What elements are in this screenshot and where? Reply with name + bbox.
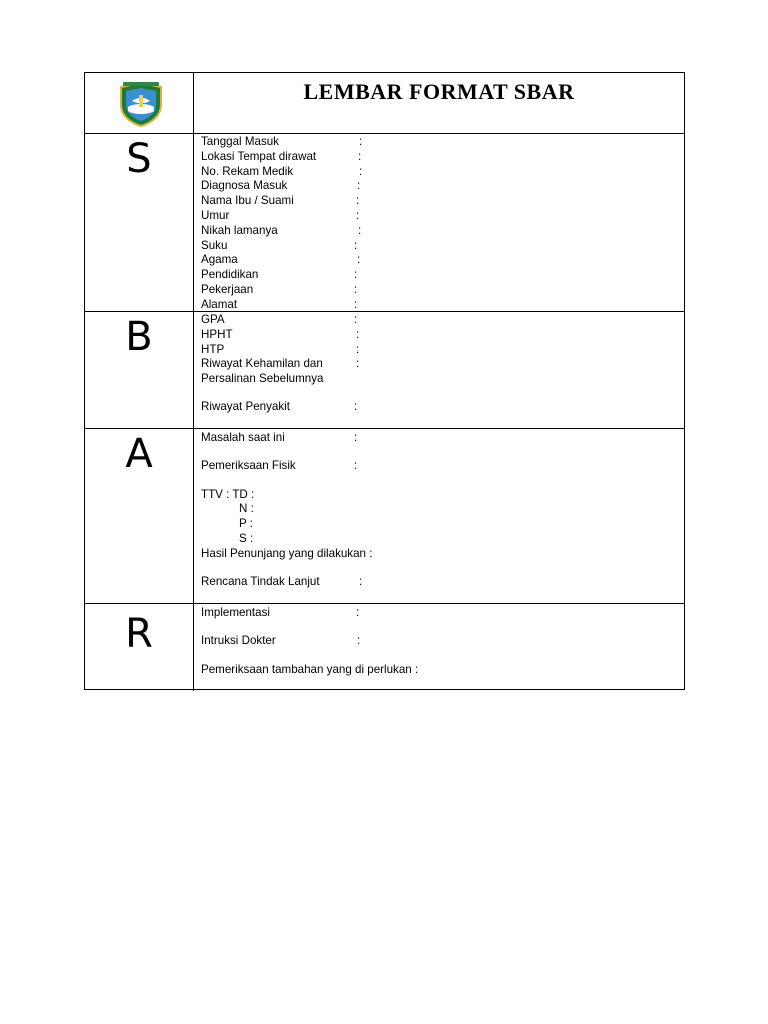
field-colon: : (354, 268, 358, 282)
field-label: Alamat (201, 297, 238, 311)
section-a-row (85, 429, 684, 604)
field-colon: : (354, 431, 358, 444)
field-label: TTV : TD : (201, 487, 255, 501)
section-b-letter-cell (85, 312, 194, 428)
field-label: N : (239, 502, 254, 516)
field-colon: : (359, 164, 363, 178)
field-label: Pemeriksaan Fisik (201, 459, 296, 473)
field-label: Masalah saat ini (201, 431, 285, 444)
section-r-letter-cell (85, 604, 194, 691)
section-r-letter: R (125, 611, 153, 657)
form-title: LEMBAR FORMAT SBAR (303, 79, 575, 104)
title-cell (194, 73, 684, 133)
field-label: GPA (201, 313, 225, 326)
field-colon: : (354, 313, 358, 326)
regional-emblem-icon (117, 81, 165, 127)
field-colon: : (354, 238, 358, 252)
section-a-letter-cell (85, 429, 194, 603)
field-label: Lokasi Tempat dirawat (201, 149, 317, 163)
field-label: Rencana Tindak Lanjut (201, 575, 320, 589)
field-colon: : (357, 634, 361, 648)
field-colon: : (359, 135, 363, 148)
field-label: Hasil Penunjang yang dilakukan : (201, 546, 373, 560)
field-label: No. Rekam Medik (201, 164, 294, 178)
section-r-row (85, 604, 684, 691)
field-colon: : (357, 179, 361, 193)
field-colon: : (356, 342, 360, 356)
field-colon: : (358, 223, 362, 237)
field-colon: : (356, 357, 360, 371)
field-label: Riwayat Kehamilan dan (201, 357, 323, 371)
field-colon: : (356, 327, 360, 341)
field-colon: : (354, 282, 358, 296)
field-label: HTP (201, 342, 225, 356)
field-label: Persalinan Sebelumnya (201, 372, 324, 386)
field-label: HPHT (201, 327, 233, 341)
field-label: Suku (201, 238, 228, 252)
field-label: Implementasi (201, 606, 270, 619)
field-label: Tanggal Masuk (201, 135, 279, 148)
field-label: Diagnosa Masuk (201, 179, 288, 193)
field-colon: : (354, 400, 358, 414)
section-s-letter-cell (85, 134, 194, 311)
field-label: Intruksi Dokter (201, 634, 276, 648)
section-b-letter: B (125, 314, 153, 360)
section-s-letter: S (126, 136, 152, 182)
field-label: Pemeriksaan tambahan yang di perlukan : (201, 662, 419, 676)
field-label: Nama Ibu / Suami (201, 194, 294, 208)
field-label: P : (239, 517, 253, 531)
field-colon: : (359, 575, 363, 589)
field-label: Nikah lamanya (201, 223, 278, 237)
section-b-row (85, 312, 684, 429)
field-label: Riwayat Penyakit (201, 400, 290, 414)
field-colon: : (354, 297, 358, 311)
field-colon: : (354, 459, 358, 473)
field-label: S : (239, 531, 254, 545)
logo-cell (85, 73, 194, 133)
field-colon: : (356, 194, 360, 208)
field-colon: : (356, 208, 360, 222)
sbar-form-table (84, 72, 685, 690)
field-label: Pekerjaan (201, 282, 254, 296)
field-label: Agama (201, 253, 238, 267)
section-r-fields (194, 604, 684, 691)
header-row (85, 73, 684, 134)
section-s-fields (194, 134, 684, 311)
section-s-row (85, 134, 684, 312)
field-colon: : (358, 149, 362, 163)
section-a-letter: A (125, 431, 153, 477)
field-label: Pendidikan (201, 268, 259, 282)
field-colon: : (357, 253, 361, 267)
section-b-fields (194, 312, 684, 428)
field-label: Umur (201, 208, 230, 222)
section-a-fields (194, 429, 684, 603)
field-colon: : (356, 606, 360, 619)
